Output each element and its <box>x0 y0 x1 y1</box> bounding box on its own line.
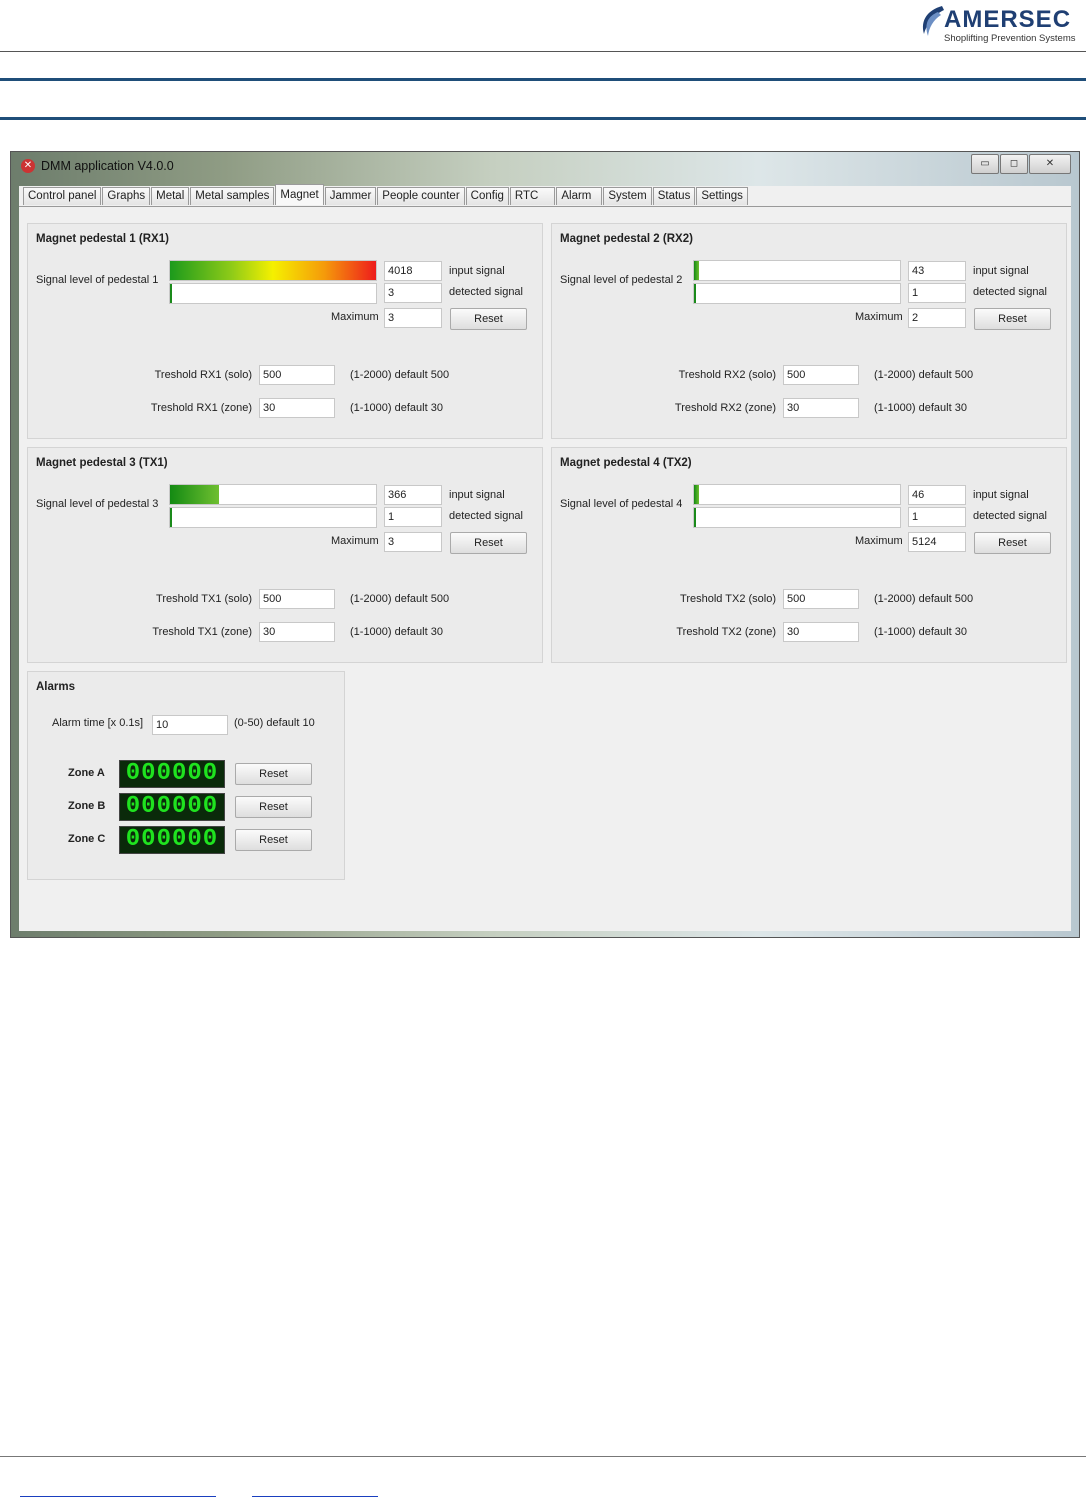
pedestal-4-zone-threshold-range: (1-1000) default 30 <box>874 626 967 638</box>
pedestal-1-zone-threshold-field[interactable]: 30 <box>259 398 335 418</box>
app-window <box>10 151 1080 938</box>
pedestal-1-maximum-value: 3 <box>384 308 442 328</box>
tab-jammer[interactable]: Jammer <box>325 187 377 205</box>
footer-divider <box>0 1456 1086 1457</box>
pedestal-2-zone-threshold-label: Treshold RX2 (zone) <box>674 402 776 414</box>
amersec-logo <box>916 4 1076 46</box>
pedestal-1-detected-bar <box>169 283 377 304</box>
window-client-area <box>19 186 1071 931</box>
pedestal-3-input-bar <box>169 484 377 505</box>
pedestal-2-reset-button[interactable]: Reset <box>974 308 1051 330</box>
tab-rtc[interactable]: RTC <box>510 187 555 205</box>
pedestal-2-solo-threshold-field[interactable]: 500 <box>783 365 859 385</box>
zone-a-reset-button[interactable]: Reset <box>235 763 312 785</box>
pedestal-2-maximum-value: 2 <box>908 308 966 328</box>
zone-a-label: Zone A <box>68 767 105 779</box>
tab-status[interactable]: Status <box>653 187 696 205</box>
tab-config[interactable]: Config <box>466 187 509 205</box>
minimize-button[interactable]: ▭ <box>971 154 999 174</box>
pedestal-3-solo-threshold-label: Treshold TX1 (solo) <box>156 593 252 605</box>
pedestal-4-panel <box>551 447 1067 663</box>
pedestal-2-detected-signal-label: detected signal <box>973 286 1047 298</box>
tab-settings[interactable]: Settings <box>696 187 748 205</box>
pedestal-3-maximum-label: Maximum <box>331 535 379 547</box>
window-controls <box>970 154 1071 174</box>
brand-name: AMERSEC <box>944 6 1072 33</box>
pedestal-4-solo-threshold-range: (1-2000) default 500 <box>874 593 974 605</box>
pedestal-1-maximum-label: Maximum <box>331 311 379 323</box>
pedestal-3-detected-bar <box>169 507 377 528</box>
pedestal-4-input-value: 46 <box>908 485 966 505</box>
pedestal-1-input-bar-fill <box>170 261 376 280</box>
zone-b-reset-button[interactable]: Reset <box>235 796 312 818</box>
pedestal-2-maximum-label: Maximum <box>855 311 903 323</box>
alarm-time-label: Alarm time [x 0.1s] <box>52 717 144 729</box>
pedestal-3-solo-threshold-range: (1-2000) default 500 <box>350 593 450 605</box>
pedestal-3-reset-button[interactable]: Reset <box>450 532 527 554</box>
pedestal-3-signal-label: Signal level of pedestal 3 <box>36 498 159 510</box>
pedestal-4-zone-threshold-field[interactable]: 30 <box>783 622 859 642</box>
pedestal-3-panel <box>27 447 543 663</box>
alarm-time-field[interactable]: 10 <box>152 715 228 735</box>
window-title: DMM application V4.0.0 <box>41 159 174 173</box>
pedestal-3-input-bar-fill <box>170 485 219 504</box>
alarms-panel <box>27 671 345 880</box>
pedestal-1-solo-threshold-range: (1-2000) default 500 <box>350 369 450 381</box>
pedestal-1-zone-threshold-range: (1-1000) default 30 <box>350 402 443 414</box>
pedestal-2-input-value: 43 <box>908 261 966 281</box>
zone-b-label: Zone B <box>68 800 106 812</box>
pedestal-3-title: Magnet pedestal 3 (TX1) <box>36 457 168 469</box>
tab-graphs[interactable]: Graphs <box>102 187 150 205</box>
pedestal-1-title: Magnet pedestal 1 (RX1) <box>36 233 169 245</box>
zone-c-reset-button[interactable]: Reset <box>235 829 312 851</box>
pedestal-4-input-bar <box>693 484 901 505</box>
app-icon: ✕ <box>21 159 35 173</box>
pedestal-2-detected-bar <box>693 283 901 304</box>
pedestal-4-maximum-value: 5124 <box>908 532 966 552</box>
pedestal-2-solo-threshold-range: (1-2000) default 500 <box>874 369 974 381</box>
pedestal-3-zone-threshold-field[interactable]: 30 <box>259 622 335 642</box>
pedestal-2-zone-threshold-field[interactable]: 30 <box>783 398 859 418</box>
pedestal-1-signal-label: Signal level of pedestal 1 <box>36 274 159 286</box>
pedestal-2-detected-value: 1 <box>908 283 966 303</box>
pedestal-2-input-bar-fill <box>694 261 699 280</box>
pedestal-3-zone-threshold-range: (1-1000) default 30 <box>350 626 443 638</box>
pedestal-4-detected-signal-label: detected signal <box>973 510 1047 522</box>
pedestal-3-input-value: 366 <box>384 485 442 505</box>
pedestal-3-detected-signal-label: detected signal <box>449 510 523 522</box>
pedestal-4-title: Magnet pedestal 4 (TX2) <box>560 457 692 469</box>
pedestal-1-solo-threshold-field[interactable]: 500 <box>259 365 335 385</box>
header-divider <box>0 51 1086 52</box>
zone-a-counter: 000000 <box>119 760 225 788</box>
pedestal-1-detected-bar-fill <box>170 284 172 304</box>
pedestal-4-maximum-label: Maximum <box>855 535 903 547</box>
tab-people-counter[interactable]: People counter <box>377 187 464 205</box>
pedestal-3-maximum-value: 3 <box>384 532 442 552</box>
pedestal-4-input-signal-label: input signal <box>973 489 1029 501</box>
pedestal-1-zone-threshold-label: Treshold RX1 (zone) <box>150 402 252 414</box>
pedestal-4-input-bar-fill <box>694 485 699 504</box>
pedestal-2-detected-bar-fill <box>694 284 696 304</box>
window-titlebar[interactable] <box>11 152 1079 182</box>
pedestal-2-input-signal-label: input signal <box>973 265 1029 277</box>
tab-control-panel[interactable]: Control panel <box>23 187 101 205</box>
footer-link-2[interactable] <box>252 1480 378 1497</box>
pedestal-3-detected-bar-fill <box>170 508 172 528</box>
pedestal-1-input-bar <box>169 260 377 281</box>
tab-magnet[interactable]: Magnet <box>275 184 323 205</box>
pedestal-4-zone-threshold-label: Treshold TX2 (zone) <box>676 626 776 638</box>
pedestal-1-input-signal-label: input signal <box>449 265 505 277</box>
brand-tagline: Shoplifting Prevention Systems <box>944 33 1076 44</box>
maximize-button[interactable]: ◻ <box>1000 154 1028 174</box>
pedestal-2-signal-label: Signal level of pedestal 2 <box>560 274 683 286</box>
pedestal-2-title: Magnet pedestal 2 (RX2) <box>560 233 693 245</box>
pedestal-4-detected-value: 1 <box>908 507 966 527</box>
zone-b-counter: 000000 <box>119 793 225 821</box>
pedestal-2-input-bar <box>693 260 901 281</box>
close-button[interactable]: ✕ <box>1029 154 1071 174</box>
tab-divider <box>19 206 1071 207</box>
pedestal-1-detected-value: 3 <box>384 283 442 303</box>
pedestal-1-reset-button[interactable]: Reset <box>450 308 527 330</box>
pedestal-2-zone-threshold-range: (1-1000) default 30 <box>874 402 967 414</box>
zone-c-counter: 000000 <box>119 826 225 854</box>
pedestal-1-panel <box>27 223 543 439</box>
pedestal-4-solo-threshold-label: Treshold TX2 (solo) <box>680 593 776 605</box>
alarm-time-range: (0-50) default 10 <box>234 717 315 729</box>
alarms-title: Alarms <box>36 681 75 693</box>
header-rule-top <box>0 78 1086 81</box>
pedestal-1-detected-signal-label: detected signal <box>449 286 523 298</box>
pedestal-4-detected-bar-fill <box>694 508 696 528</box>
pedestal-1-solo-threshold-label: Treshold RX1 (solo) <box>154 369 252 381</box>
pedestal-4-reset-button[interactable]: Reset <box>974 532 1051 554</box>
pedestal-3-detected-value: 1 <box>384 507 442 527</box>
header-rule-bottom <box>0 117 1086 120</box>
pedestal-1-input-value: 4018 <box>384 261 442 281</box>
tab-metal[interactable]: Metal <box>151 187 189 205</box>
pedestal-4-detected-bar <box>693 507 901 528</box>
pedestal-2-panel <box>551 223 1067 439</box>
pedestal-3-solo-threshold-field[interactable]: 500 <box>259 589 335 609</box>
logo-swoosh-icon <box>916 4 946 40</box>
tab-system[interactable]: System <box>603 187 651 205</box>
pedestal-3-zone-threshold-label: Treshold TX1 (zone) <box>152 626 252 638</box>
footer-link-1[interactable] <box>20 1480 216 1497</box>
pedestal-2-solo-threshold-label: Treshold RX2 (solo) <box>678 369 776 381</box>
tab-bar <box>23 186 749 206</box>
pedestal-3-input-signal-label: input signal <box>449 489 505 501</box>
pedestal-4-solo-threshold-field[interactable]: 500 <box>783 589 859 609</box>
tab-alarm[interactable]: Alarm <box>556 187 602 205</box>
zone-c-label: Zone C <box>68 833 106 845</box>
pedestal-4-signal-label: Signal level of pedestal 4 <box>560 498 683 510</box>
tab-metal-samples[interactable]: Metal samples <box>190 187 274 205</box>
